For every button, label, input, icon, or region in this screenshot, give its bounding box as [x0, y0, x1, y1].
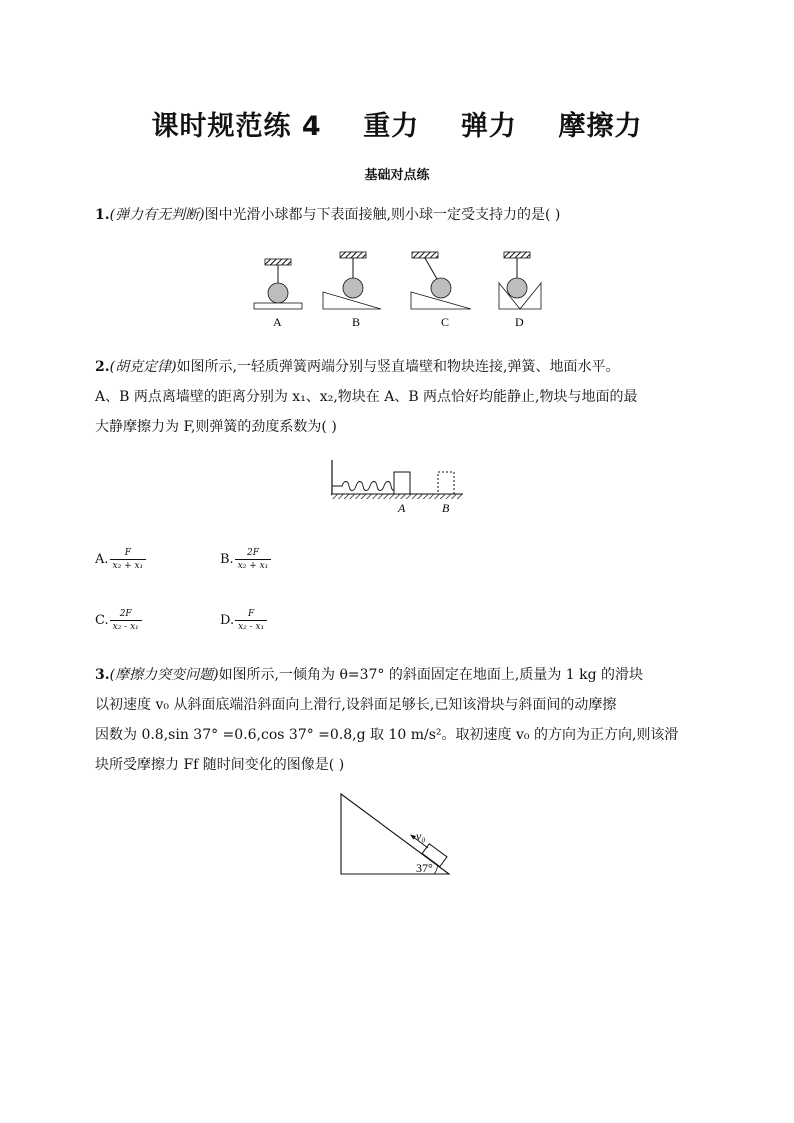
q1-label-a: A: [273, 315, 282, 329]
question-number: 2.: [95, 359, 110, 375]
question-text-line: A、B 两点离墙壁的距离分别为 x₁、x₂,物块在 A、B 两点恰好均能静止,物块与地面的最: [95, 389, 638, 405]
question-2: [95, 352, 705, 442]
q2-option-c[interactable]: C. $\frac{2F}{\text{x₂ - x₁}}$: [95, 609, 142, 632]
q2-label-a: A: [398, 501, 406, 515]
question-1: [95, 200, 705, 230]
question-text-line: 大静摩擦力为 F,则弹簧的劲度系数为( ): [95, 419, 337, 435]
block: [394, 472, 410, 494]
question-number: 1.: [95, 207, 110, 223]
q2-option-b[interactable]: B. $\frac{2F}{\text{x₂ + x₁}}$: [220, 548, 271, 571]
question-number: 3.: [95, 667, 110, 683]
question-text-line: 如图所示,一倾角为 θ=37° 的斜面固定在地面上,质量为 1 kg 的滑块: [218, 667, 644, 683]
question-text-line: 因数为 0.8,sin 37° =0.6,cos 37° =0.8,g 取 10 m/s²。取初速度 v₀ 的方向为正方向,则该滑: [95, 727, 679, 743]
q2-option-a[interactable]: A. $\frac{F}{\text{x₂ + x₁}}$: [95, 548, 146, 571]
page-title: 课时规范练 4 重力 弹力 摩擦力: [151, 111, 643, 142]
angle-label: 37°: [416, 861, 433, 875]
question-text: 图中光滑小球都与下表面接触,则小球一定受支持力的是( ): [204, 207, 561, 223]
question-tag: (弹力有无判断): [109, 207, 205, 223]
q1-label-b: B: [352, 315, 361, 329]
q1-label-c: C: [441, 315, 450, 329]
spring: [332, 482, 398, 491]
velocity-label: v₀: [416, 829, 426, 843]
q1-option-a-diagram: [254, 259, 302, 309]
q3-figure: [336, 790, 456, 880]
question-tag: (胡克定律): [109, 359, 177, 375]
question-3: [95, 660, 705, 780]
q1-figure: [245, 250, 555, 332]
q1-option-b-diagram: [323, 252, 381, 309]
q1-option-d-diagram: [499, 252, 541, 309]
question-tag: (摩擦力突变问题): [109, 667, 219, 683]
question-text-line: 块所受摩擦力 Ff 随时间变化的图像是( ): [95, 757, 345, 773]
q1-label-d: D: [515, 315, 524, 329]
block-position-b: [438, 472, 454, 494]
q1-option-c-diagram: [411, 252, 471, 309]
q2-label-b: B: [442, 501, 450, 515]
question-text-line: 以初速度 v₀ 从斜面底端沿斜面向上滑行,设斜面足够长,已知该滑块与斜面间的动摩擦: [95, 697, 617, 713]
q2-option-d[interactable]: D. $\frac{F}{\text{x₂ - x₁}}$: [220, 609, 267, 632]
q2-figure: [328, 458, 468, 518]
question-text-line: 如图所示,一轻质弹簧两端分别与竖直墙壁和物块连接,弹簧、地面水平。: [176, 359, 620, 375]
section-heading: 基础对点练: [364, 168, 430, 183]
